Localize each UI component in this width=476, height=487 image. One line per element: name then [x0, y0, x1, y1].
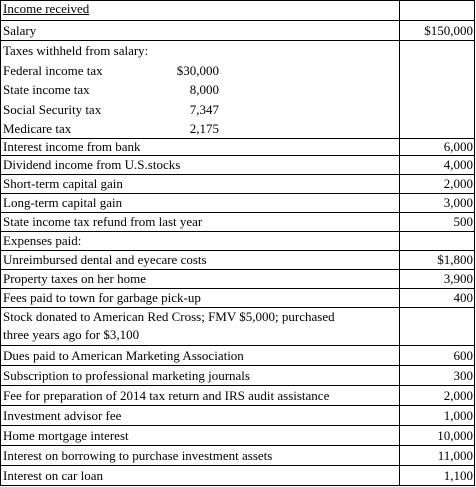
tax-line	[1, 100, 399, 120]
tax-amount: 8,000	[189, 82, 219, 97]
taxes-withheld-row	[0, 40, 475, 138]
table-row	[0, 193, 475, 212]
table-row	[0, 155, 475, 174]
stock-donation-line2: three years ago for $3,100	[3, 327, 140, 342]
tax-line	[1, 80, 399, 100]
row-label: Long-term capital gain	[0, 194, 400, 212]
row-label: Unreimbursed dental and eyecare costs	[0, 251, 400, 269]
income-header: Income received	[0, 1, 400, 20]
table-row	[0, 138, 475, 155]
row-amount: 4,000	[400, 156, 475, 174]
expenses-header-row	[0, 231, 475, 250]
table-row	[0, 465, 475, 485]
row-amount: 300	[400, 366, 475, 385]
row-label: Interest on car loan	[0, 466, 400, 485]
row-amount: 11,000	[400, 446, 475, 465]
table-row	[0, 425, 475, 445]
salary-row	[0, 20, 475, 40]
row-label: Home mortgage interest	[0, 426, 400, 445]
table-row	[0, 445, 475, 465]
row-amount: 2,000	[400, 175, 475, 193]
row-amount: 1,000	[400, 406, 475, 425]
table-row	[0, 212, 475, 231]
row-amount: 600	[400, 346, 475, 365]
table-row	[0, 345, 475, 365]
row-label: Fee for preparation of 2014 tax return and IRS audit assistance	[0, 386, 400, 405]
row-label: State income tax refund from last year	[0, 213, 400, 231]
expenses-header: Expenses paid:	[0, 232, 400, 250]
row-amount: 3,000	[400, 194, 475, 212]
table-row	[0, 269, 475, 288]
row-label: Dues paid to American Marketing Association	[0, 346, 400, 365]
expenses-header-amount	[400, 232, 475, 250]
table-row	[0, 385, 475, 405]
income-header-amount	[400, 1, 475, 20]
tax-amount: $30,000	[176, 62, 219, 78]
row-label: Interest on borrowing to purchase investment assets	[0, 446, 400, 465]
tax-label: Medicare tax	[3, 121, 72, 136]
row-label: Dividend income from U.S.stocks	[0, 156, 400, 174]
row-amount: 3,900	[400, 270, 475, 288]
table-row	[0, 288, 475, 307]
row-amount: 1,100	[400, 466, 475, 485]
tax-line	[1, 119, 399, 139]
salary-amount: $150,000	[400, 21, 475, 40]
salary-label: Salary	[0, 21, 400, 40]
tax-line	[1, 61, 399, 81]
table-row	[0, 405, 475, 425]
row-label: Subscription to professional marketing journals	[0, 366, 400, 385]
table-row	[0, 250, 475, 269]
stock-donation-cell	[0, 308, 400, 345]
tax-label: Federal income tax	[3, 62, 103, 78]
row-amount: 500	[400, 213, 475, 231]
tax-label: Social Security tax	[3, 101, 102, 117]
row-label: Property taxes on her home	[0, 270, 400, 288]
table-bottom-border	[0, 485, 475, 486]
income-header-row	[0, 0, 475, 20]
row-amount: 6,000	[400, 139, 475, 155]
table-row	[0, 365, 475, 385]
stock-donation-row	[0, 307, 475, 345]
row-amount: 2,000	[400, 386, 475, 405]
stock-donation-line1: Stock donated to American Red Cross; FMV $5,000; purchased	[3, 309, 335, 324]
taxes-withheld-cell	[0, 41, 400, 138]
row-amount: $1,800	[400, 251, 475, 269]
row-label: Investment advisor fee	[0, 406, 400, 425]
tax-label: State income tax	[3, 82, 90, 97]
tax-amount: 2,175	[189, 121, 219, 136]
taxes-header-line	[1, 41, 399, 61]
row-amount: 400	[400, 289, 475, 307]
tax-amount: 7,347	[189, 101, 219, 117]
taxes-header: Taxes withheld from salary:	[3, 43, 149, 58]
row-label: Interest income from bank	[0, 139, 400, 155]
row-amount: 10,000	[400, 426, 475, 445]
stock-donation-amount	[400, 308, 475, 345]
taxes-withheld-amount	[400, 41, 475, 138]
table-row	[0, 174, 475, 193]
row-label: Short-term capital gain	[0, 175, 400, 193]
row-label: Fees paid to town for garbage pick-up	[0, 289, 400, 307]
